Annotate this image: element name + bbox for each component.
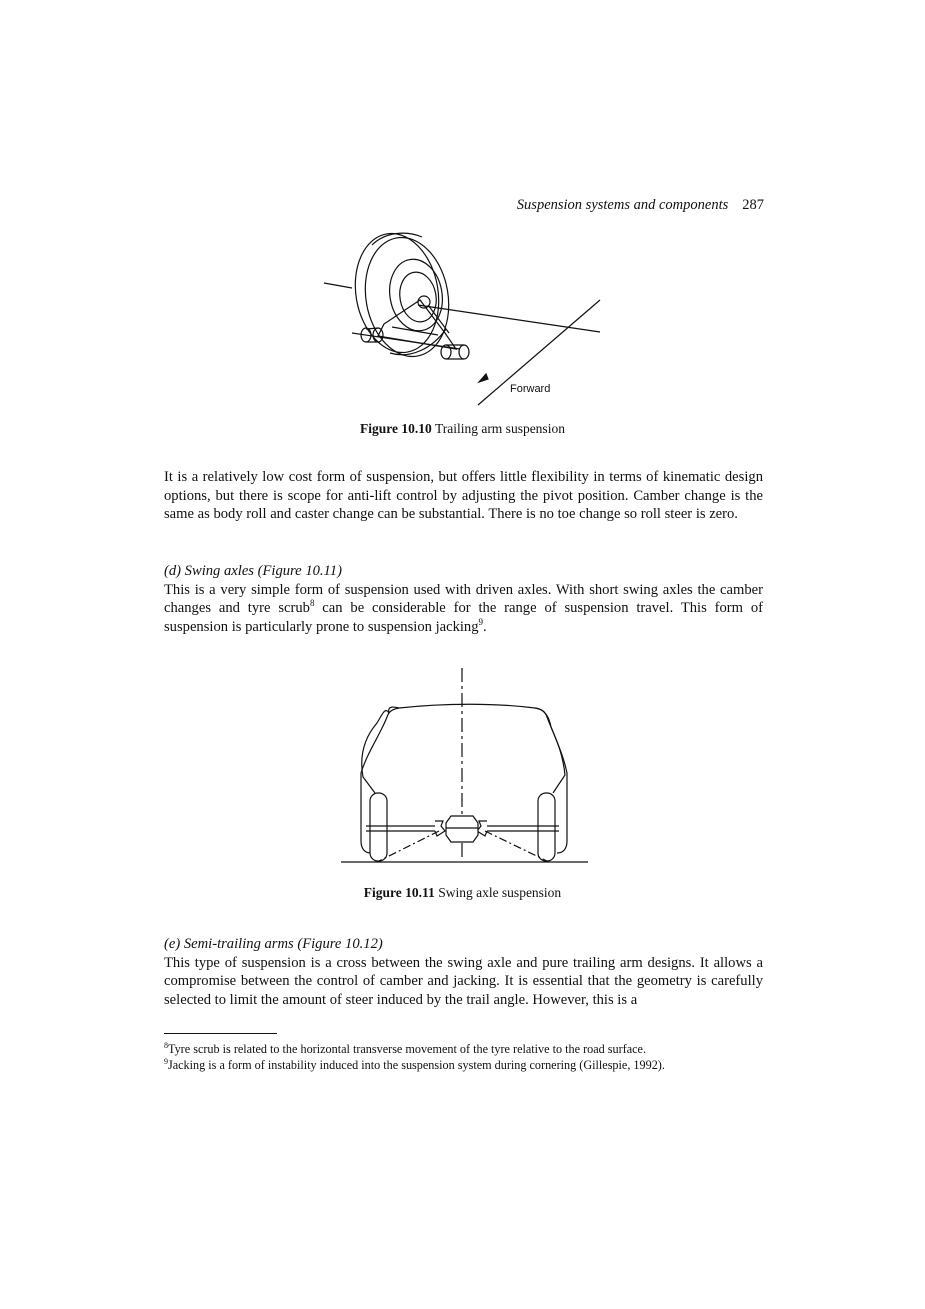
figure-10-10-caption (0, 421, 925, 437)
trailing-arm-web (392, 327, 438, 335)
footnote-ref-8: 8 (309, 598, 315, 609)
body-paragraph-1 (164, 468, 763, 524)
forward-arrow-head (479, 374, 488, 382)
left-swing-radius (379, 831, 439, 861)
footnote-mark: 9 (164, 1056, 168, 1066)
footnote-rule (164, 1033, 277, 1034)
wheel-hub (396, 269, 440, 324)
footnote-ref-9: 9 (478, 616, 484, 627)
running-title: Suspension systems and components (516, 197, 729, 213)
figure-10-10-illustration (300, 225, 630, 410)
figure-10-10-label: Figure 10.10 (360, 421, 432, 436)
section-d-text-part2: can be considerable for the range of suspension travel. This form of suspension is particularly prone to suspension jacking (164, 600, 763, 635)
figure-10-11-label: Figure 10.11 (363, 885, 435, 900)
differential-housing (446, 816, 478, 842)
left-swing-joint (435, 821, 445, 836)
section-d-text-part1: This is a very simple form of suspension used with driven axles. With short swing axles the camber changes and tyre scrub (164, 581, 763, 617)
section-d (164, 562, 763, 636)
tyre-tread-bottom (390, 329, 446, 355)
forward-label: Forward (510, 383, 551, 395)
wheel-axis-line (324, 283, 352, 288)
section-e-heading: (e) Semi-trailing arms (Figure 10.12) (164, 936, 383, 952)
pivot-bush-right (459, 345, 469, 359)
figure-10-10-caption-text: Trailing arm suspension (434, 421, 565, 436)
section-d-text (164, 581, 763, 637)
left-wheel (370, 793, 387, 861)
section-e-text: This type of suspension is a cross between the swing axle and pure trailing arm designs. It allows a compromise between the control of camber and jacking. It is essential that the geometry is carefully selected to limit the amount of steer induced by the trail angle. However, this is a (164, 954, 763, 1008)
vehicle-body-outline (362, 704, 565, 793)
figure-10-11-caption-text: Swing axle suspension (438, 885, 562, 900)
figure-10-11-caption (0, 885, 925, 901)
footnote-text: Jacking is a form of instability induced into the suspension system during cornering (Gillespie, 1992). (168, 1058, 665, 1072)
footnote-9 (164, 1057, 764, 1073)
footnote-8 (164, 1041, 764, 1057)
figure-10-11-illustration (335, 665, 595, 870)
page-number: 287 (742, 197, 764, 213)
footnote-text: Tyre scrub is related to the horizontal transverse movement of the tyre relative to the road surface. (168, 1042, 646, 1056)
section-d-heading: (d) Swing axles (Figure 10.11) (164, 563, 342, 579)
running-header (164, 197, 764, 214)
right-wheel (538, 793, 555, 861)
section-d-text-part3: . (483, 618, 487, 635)
section-e (164, 935, 763, 1009)
trailing-arm (378, 300, 456, 349)
footnote-mark: 8 (164, 1040, 168, 1050)
paragraph-text: It is a relatively low cost form of suspension, but offers little flexibility in terms of kinematic design options, but there is scope for anti-lift control by adjusting the pivot position. Camber change is the same as body roll and caster change can be substantial. There is no toe change so roll steer is zero. (164, 469, 763, 523)
